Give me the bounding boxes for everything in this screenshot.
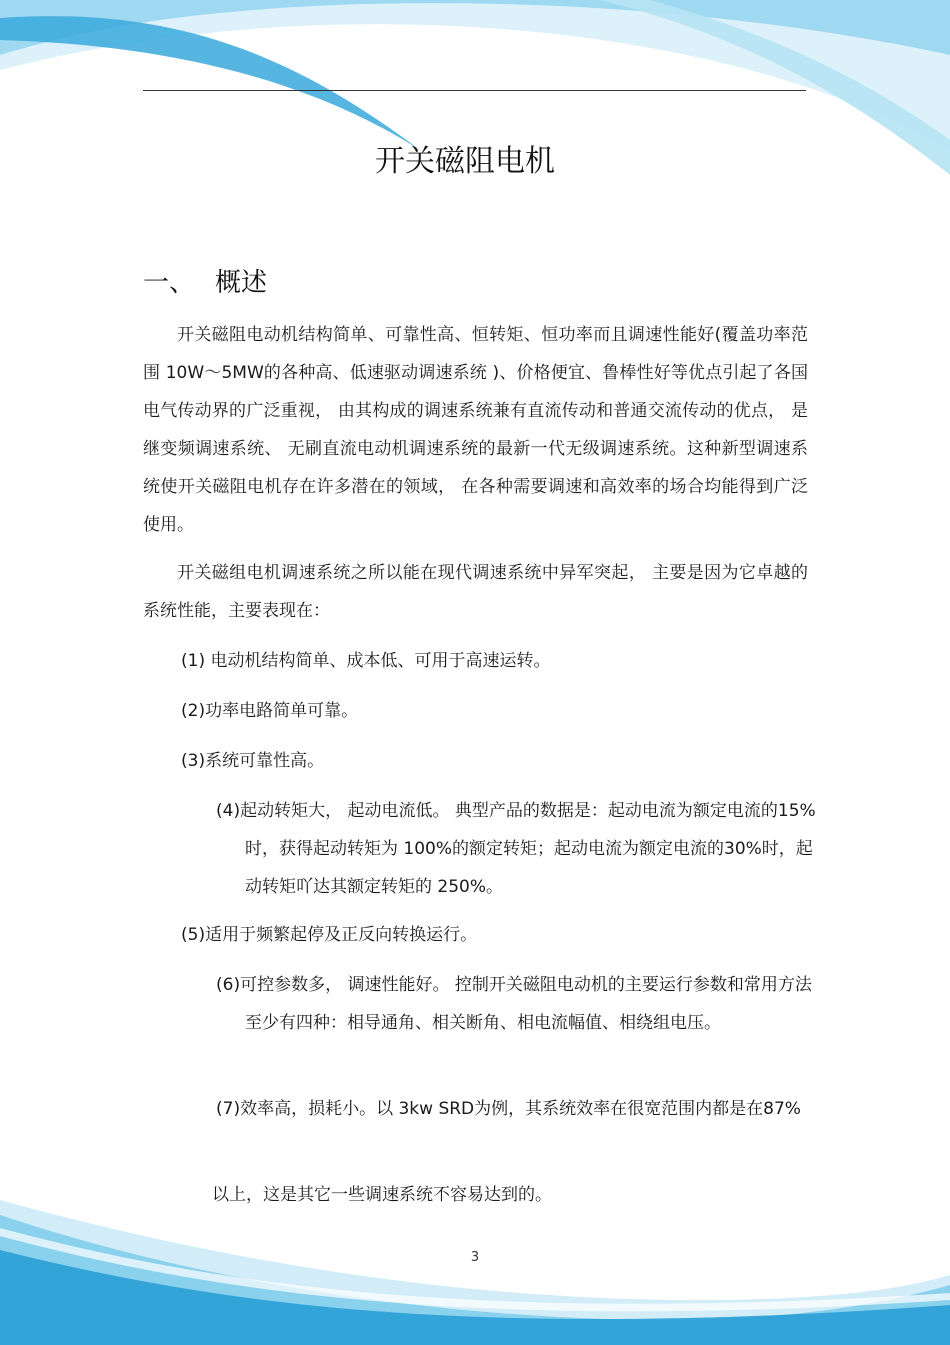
section-number: 一、 <box>143 268 196 298</box>
paragraph-overview: 开关磁阻电动机结构简单、可靠性高、恒转矩、恒功率而且调速性能好(覆盖功率范围 10W～5MW的各种高、低速驱动调速系统 )、价格便宜、鲁棒性好等优点引起了各国电气传动界的广泛重视， 由其构成的调速系统兼有直流传动和普通交流传动的优点， 是继变频调速系统、 无刷直流电动机调速系统的最新一代无级调速系统。这种新型调速系统使开关磁阻电机存在许多潜在的领域， 在各种需要调速和高效率的场合均能得到广泛使用。 <box>143 325 808 535</box>
list-item: (6)可控参数多， 调速性能好。 控制开关磁阻电动机的主要运行参数和常用方法至少有四种：相导通角、相关断角、相电流幅值、相绕组电压。 <box>216 975 812 1033</box>
list-item: (3)系统可靠性高。 <box>181 751 325 771</box>
paragraph-performance: 开关磁组电机调速系统之所以能在现代调速系统中异军突起， 主要是因为它卓越的系统性能，主要表现在： <box>143 563 808 621</box>
page-number: 3 <box>470 1250 480 1265</box>
section-heading <box>143 262 267 299</box>
document-title: 开关磁阻电机 <box>375 144 555 179</box>
list-item: (4)起动转矩大， 起动电流低。 典型产品的数据是：起动电流为额定电流的15%时，获得起动转矩为 100%的额定转矩；起动电流为额定电流的30%时，起动转矩吖达其额定转矩的 250%。 <box>216 801 816 897</box>
closing-sentence: 以上，这是其它一些调速系统不容易达到的。 <box>212 1185 552 1205</box>
list-item: (7)效率高，损耗小。以 3kw SRD为例，其系统效率在很宽范围内都是在87% <box>216 1099 801 1119</box>
list-item: (2)功率电路简单可靠。 <box>181 701 359 721</box>
list-item: (1) 电动机结构简单、成本低、可用于高速运转。 <box>181 651 551 671</box>
section-title: 概述 <box>215 268 268 298</box>
header-rule <box>143 90 806 91</box>
list-item: (5)适用于频繁起停及正反向转换运行。 <box>181 925 478 945</box>
